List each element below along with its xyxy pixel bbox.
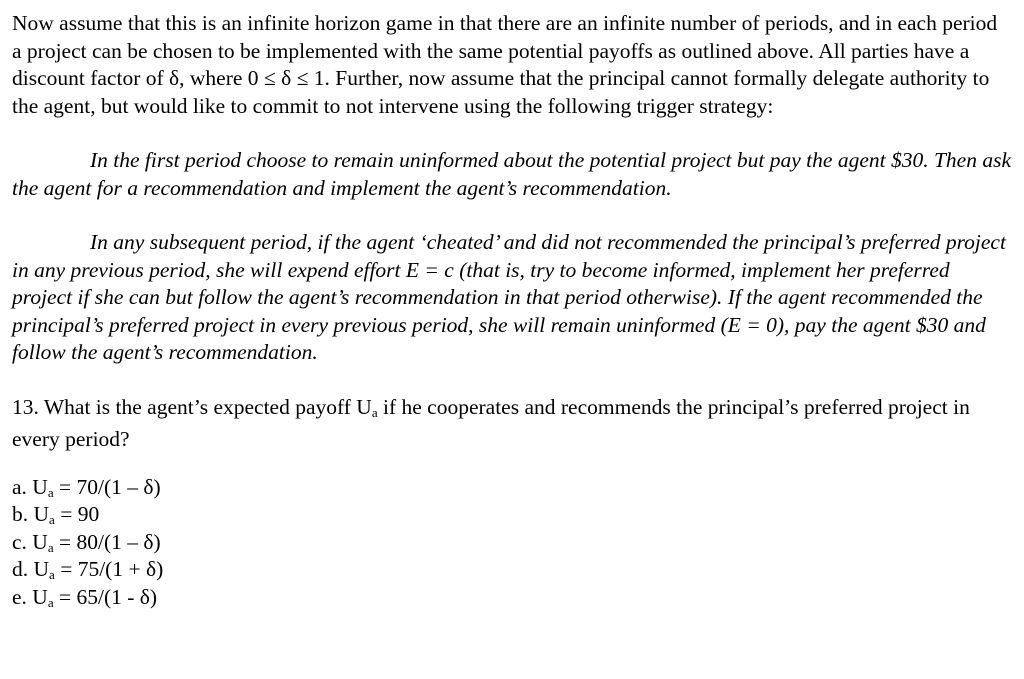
option-var: U [33,502,50,526]
option-sub: a [47,539,54,555]
question-number: 13. [12,394,39,419]
option-sub: a [49,512,55,527]
option-letter: b. [12,502,29,526]
option-expr: = 70/(1 – δ) [53,474,161,499]
option-e[interactable] [12,584,1012,612]
option-var: U [33,557,50,581]
question-text-after: if he cooperates and recommends the principal’s preferred project in every period? [12,394,970,451]
document-body [12,10,1012,611]
strategy-subsequent-period: In any subsequent period, if the agent ‘cheated’ and did not recommended the principal’s preferred project in any previous period, she will expend effort E = c (that is, try to become informed, implement her preferred project if she can but follow the agent’s recommendation in that period otherwise). If the agent recommended the principal’s preferred project in every previous period, she will remain uninformed (E = 0), pay the agent $30 and follow the agent’s recommendation. [12,230,1006,364]
option-expr: = 65/(1 - δ) [53,584,158,609]
question-text-before: What is the agent’s expected payoff U [43,394,372,419]
option-expr: = 80/(1 – δ) [53,529,161,554]
question-13 [12,394,1012,454]
option-b[interactable] [12,501,1012,529]
option-d[interactable] [12,556,1012,584]
option-expr: = 75/(1 + δ) [54,557,164,581]
question-subscript: a [371,404,378,420]
intro-paragraph: Now assume that this is an infinite horizon game in that there are an infinite number of periods, and in each period a project can be chosen to be implemented with the same potential payoffs as outlined above. All parties have a discount factor of δ, where 0 ≤ δ ≤ 1. Further, now assume that the principal cannot formally delegate authority to the agent, but would like to commit to not intervene using the following trigger strategy: [12,11,998,118]
option-var: U [32,474,48,499]
option-letter: c. [12,529,27,554]
option-var: U [32,529,48,554]
answer-options [12,474,1012,612]
option-c[interactable] [12,529,1012,557]
option-letter: e. [12,584,27,609]
option-letter: d. [12,557,29,581]
option-var: U [32,584,48,609]
strategy-first-period: In the first period choose to remain uninformed about the potential project but pay the agent $30. Then ask the agent for a recommendation and implement the agent’s recommendation. [12,148,1011,200]
option-sub: a [47,484,54,500]
option-sub: a [47,594,54,610]
option-sub: a [49,567,55,582]
option-a[interactable] [12,474,1012,502]
option-expr: = 90 [54,502,100,526]
option-letter: a. [12,474,27,499]
